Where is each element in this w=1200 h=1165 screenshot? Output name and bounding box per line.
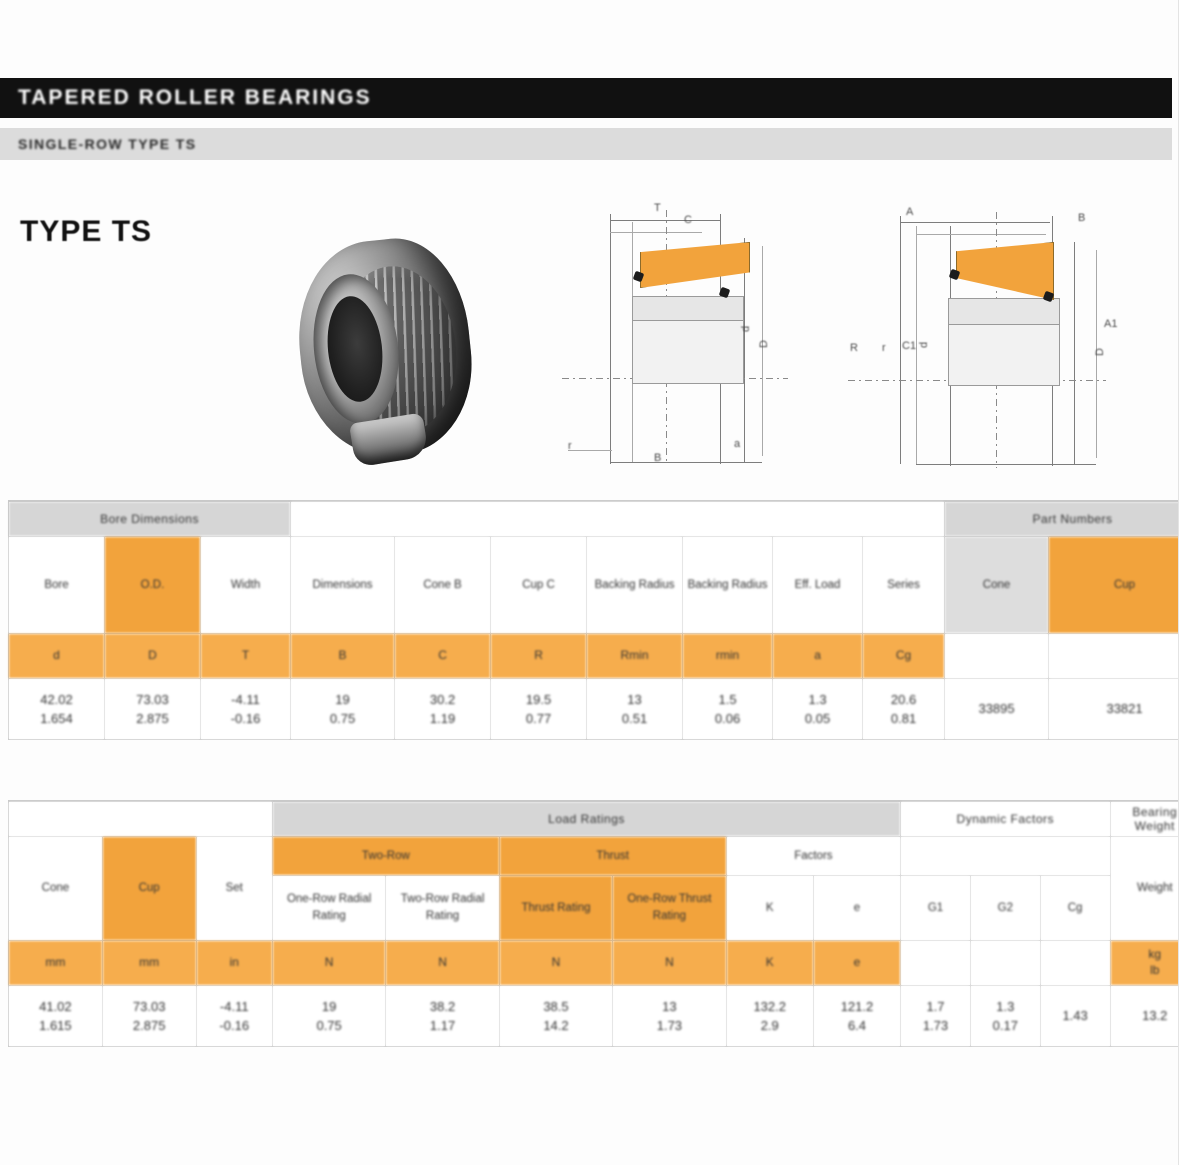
table2-subheader-row bbox=[9, 837, 1200, 876]
sym2-c90: N bbox=[386, 941, 499, 986]
col-cup-part: Cup bbox=[1049, 537, 1200, 634]
sym-c: C bbox=[395, 634, 491, 679]
col-cone-part: Cone bbox=[945, 537, 1049, 634]
group-load-ratings: Load Ratings bbox=[272, 802, 900, 837]
col2-weight: Weight bbox=[1110, 837, 1200, 941]
cell-a: 1.3 0.05 bbox=[773, 679, 863, 740]
drawing-cross-section-left: T C D d B r a bbox=[548, 200, 818, 475]
cell2-c90: 38.2 1.17 bbox=[386, 986, 499, 1047]
col2-cup: Cup bbox=[102, 837, 196, 941]
col2-cone: Cone bbox=[9, 837, 103, 941]
col2-g2: G2 bbox=[970, 876, 1040, 941]
sym2-k: K bbox=[726, 941, 813, 986]
cell-cone-part: 33895 bbox=[945, 679, 1049, 740]
table-group-header-row bbox=[9, 502, 1200, 537]
sym2-cg-blank bbox=[1040, 941, 1110, 986]
sym2-g2-blank bbox=[970, 941, 1040, 986]
load-ratings-table bbox=[8, 800, 1200, 1047]
col-width: Width bbox=[201, 537, 291, 634]
table-column-header-row bbox=[9, 537, 1200, 634]
col-series: Series bbox=[863, 537, 945, 634]
cell-rmin2: 1.5 0.06 bbox=[683, 679, 773, 740]
col2-two-row-radial: Two-Row Radial Rating bbox=[386, 876, 499, 941]
bearing-photo bbox=[292, 222, 482, 472]
cone-section bbox=[956, 242, 1054, 300]
subgroup-thrust: Thrust bbox=[499, 837, 726, 876]
cell2-ca: 38.5 14.2 bbox=[499, 986, 612, 1047]
sym2-g1-blank bbox=[901, 941, 971, 986]
page-right-margin bbox=[1178, 0, 1200, 1165]
group-blank-2 bbox=[9, 802, 273, 837]
cell2-g1: 1.7 1.73 bbox=[901, 986, 971, 1047]
cell2-e: 121.2 6.4 bbox=[813, 986, 900, 1047]
sym-cone-blank bbox=[945, 634, 1049, 679]
table-row bbox=[9, 679, 1200, 740]
table-symbol-row bbox=[9, 634, 1200, 679]
sym2-ca: N bbox=[499, 941, 612, 986]
sym2-cone: mm bbox=[9, 941, 103, 986]
col2-one-row-radial: One-Row Radial Rating bbox=[272, 876, 385, 941]
col-cup-c: Cup C bbox=[491, 537, 587, 634]
cell2-ca90: 13 1.73 bbox=[613, 986, 726, 1047]
sym-bore: d bbox=[9, 634, 105, 679]
sym2-ca90: N bbox=[613, 941, 726, 986]
col2-cg: Cg bbox=[1040, 876, 1110, 941]
cell-cg: 20.6 0.81 bbox=[863, 679, 945, 740]
col-eff-load: Eff. Load bbox=[773, 537, 863, 634]
cell-bore: 42.02 1.654 bbox=[9, 679, 105, 740]
subgroup-one-row: Two-Row bbox=[272, 837, 499, 876]
document-header bbox=[0, 78, 1172, 118]
group-bore-dimensions: Bore Dimensions bbox=[9, 502, 291, 537]
sym-a: a bbox=[773, 634, 863, 679]
col2-factor-e: e bbox=[813, 876, 900, 941]
col2-thrust-rating: Thrust Rating bbox=[499, 876, 612, 941]
cell-b: 19 0.75 bbox=[291, 679, 395, 740]
cell2-cup: 73.03 2.875 bbox=[102, 986, 196, 1047]
sym-width: T bbox=[201, 634, 291, 679]
col-od: O.D. bbox=[105, 537, 201, 634]
dimensions-table bbox=[8, 500, 1200, 740]
sym2-e: e bbox=[813, 941, 900, 986]
sym2-cr: N bbox=[272, 941, 385, 986]
sym-cg: Cg bbox=[863, 634, 945, 679]
subgroup-geometry bbox=[901, 837, 1110, 876]
document-subheader bbox=[0, 128, 1172, 160]
cell-c: 30.2 1.19 bbox=[395, 679, 491, 740]
cell2-weight: 13.2 bbox=[1110, 986, 1200, 1047]
col-cone-b: Cone B bbox=[395, 537, 491, 634]
cell-rmin: 13 0.51 bbox=[587, 679, 683, 740]
cell-cup-part: 33821 bbox=[1049, 679, 1200, 740]
group-dynamic-factors: Dynamic Factors bbox=[901, 802, 1110, 837]
cell2-cr: 19 0.75 bbox=[272, 986, 385, 1047]
col-backing-radius-r2: Backing Radius bbox=[683, 537, 773, 634]
cell2-g2: 1.3 0.17 bbox=[970, 986, 1040, 1047]
sym-od: D bbox=[105, 634, 201, 679]
table2-group-header-row bbox=[9, 802, 1200, 837]
sym-r: R bbox=[491, 634, 587, 679]
type-label: TYPE TS bbox=[20, 215, 153, 248]
sym-rmin: Rmin bbox=[587, 634, 683, 679]
col-bore: Bore bbox=[9, 537, 105, 634]
group-bearing-weight: Bearing Weight bbox=[1110, 802, 1200, 837]
drawing-cross-section-right: A B A1 D d R r C1 bbox=[820, 200, 1110, 475]
sym2-weight: kg lb bbox=[1110, 941, 1200, 986]
group-part-numbers: Part Numbers bbox=[945, 502, 1200, 537]
table2-symbol-row bbox=[9, 941, 1200, 986]
page-title: TAPERED ROLLER BEARINGS bbox=[18, 86, 372, 109]
cell-r: 19.5 0.77 bbox=[491, 679, 587, 740]
sym2-set: in bbox=[196, 941, 272, 986]
col2-factor-k: K bbox=[726, 876, 813, 941]
cell2-k: 132.2 2.9 bbox=[726, 986, 813, 1047]
col-dimensions-b: Dimensions bbox=[291, 537, 395, 634]
group-blank bbox=[291, 502, 945, 537]
cell2-cg: 1.43 bbox=[1040, 986, 1110, 1047]
cell2-set: -4.11 -0.16 bbox=[196, 986, 272, 1047]
sym2-cup: mm bbox=[102, 941, 196, 986]
subgroup-factors: Factors bbox=[726, 837, 901, 876]
cone-section bbox=[640, 242, 750, 288]
table-row bbox=[9, 986, 1200, 1047]
col-backing-radius-r: Backing Radius bbox=[587, 537, 683, 634]
col2-one-row-thrust: One-Row Thrust Rating bbox=[613, 876, 726, 941]
col2-g1: G1 bbox=[901, 876, 971, 941]
sym-b: B bbox=[291, 634, 395, 679]
sym-rmin2: rmin bbox=[683, 634, 773, 679]
col2-set: Set bbox=[196, 837, 272, 941]
cell-width: -4.11 -0.16 bbox=[201, 679, 291, 740]
cell2-cone: 41.02 1.615 bbox=[9, 986, 103, 1047]
page-subtitle: SINGLE-ROW TYPE TS bbox=[18, 136, 197, 152]
cell-od: 73.03 2.875 bbox=[105, 679, 201, 740]
